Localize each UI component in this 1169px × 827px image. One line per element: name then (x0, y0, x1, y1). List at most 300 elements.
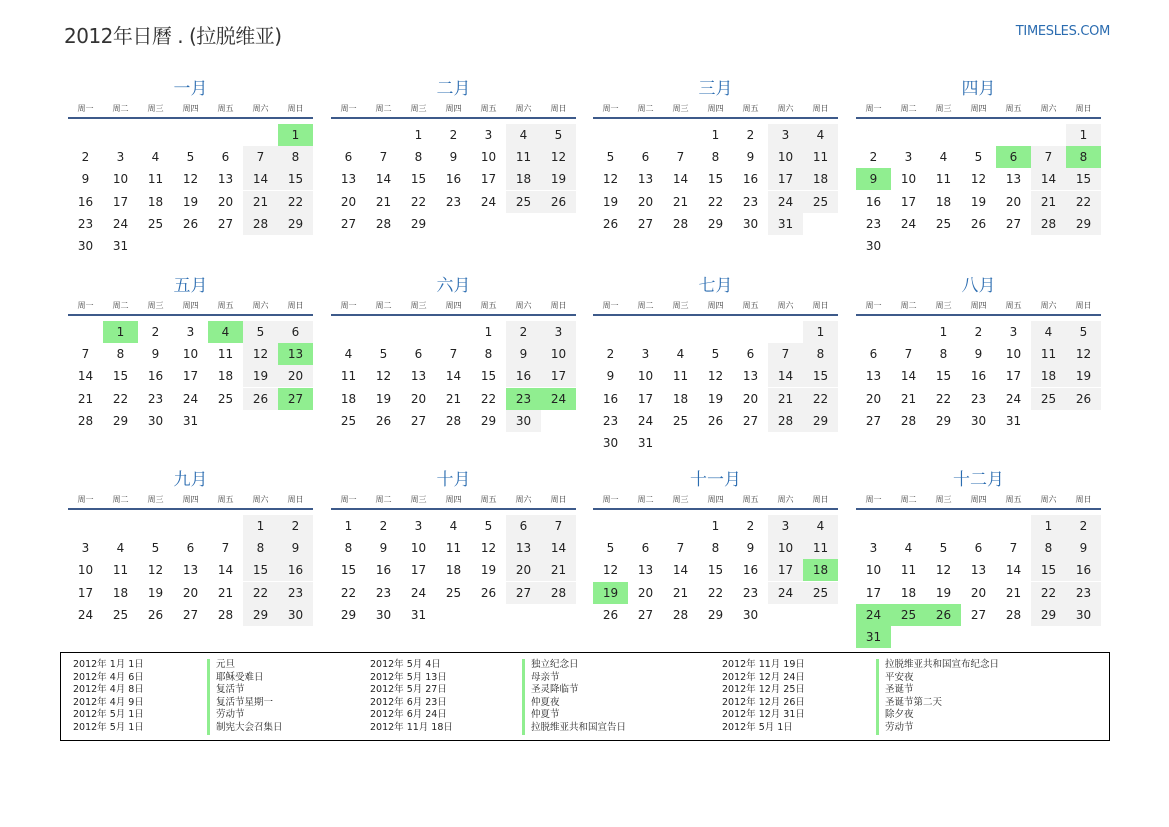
weekday-header: 周二 (112, 104, 129, 113)
day-cell: 19 (480, 563, 497, 578)
day-cell: 13 (506, 537, 541, 559)
day-cell: 23 (375, 585, 392, 600)
holiday-day-cell: 8 (1066, 146, 1101, 168)
weekday-header: 周二 (637, 104, 654, 113)
holiday-date: 2012年 5月 1日 (722, 721, 793, 733)
day-cell: 13 (410, 369, 427, 384)
day-cell: 28 (243, 213, 278, 235)
day-cell: 23 (865, 216, 882, 231)
day-cell: 29 (340, 607, 357, 622)
weekday-header: 周一 (340, 301, 357, 310)
weekday-header: 周四 (182, 301, 199, 310)
weekday-header: 周六 (1040, 301, 1057, 310)
day-cell: 27 (970, 607, 987, 622)
day-cell: 29 (707, 216, 724, 231)
day-cell: 7 (379, 150, 388, 165)
day-cell: 11 (672, 369, 689, 384)
day-cell: 5 (379, 347, 388, 362)
day-cell: 14 (217, 563, 234, 578)
day-cell: 9 (379, 541, 388, 556)
day-cell: 1 (1066, 124, 1101, 146)
day-cell: 3 (641, 347, 650, 362)
holiday-name: 除夕夜 (876, 709, 999, 722)
day-cell: 9 (974, 347, 983, 362)
day-cell: 28 (672, 607, 689, 622)
day-cell: 4 (344, 347, 353, 362)
day-cell: 5 (1066, 321, 1101, 343)
holiday-date: 2012年 5月 27日 (370, 684, 447, 696)
day-cell: 7 (449, 347, 458, 362)
day-cell: 13 (865, 369, 882, 384)
day-cell: 15 (480, 369, 497, 384)
month-divider (593, 508, 838, 510)
month-name: 七月 (698, 276, 733, 296)
day-cell: 28 (900, 413, 917, 428)
day-cell: 28 (1031, 213, 1066, 235)
day-cell: 20 (865, 391, 882, 406)
day-cell: 8 (939, 347, 948, 362)
day-cell: 23 (742, 194, 759, 209)
day-cell: 31 (1005, 413, 1022, 428)
weekday-header: 周四 (445, 104, 462, 113)
weekday-header: 周日 (812, 301, 829, 310)
day-cell: 11 (935, 172, 952, 187)
weekday-header: 周一 (865, 104, 882, 113)
day-cell: 5 (711, 347, 720, 362)
day-cell: 30 (506, 410, 541, 432)
day-cell: 17 (182, 369, 199, 384)
day-cell: 22 (935, 391, 952, 406)
day-cell: 8 (1031, 537, 1066, 559)
month-name: 四月 (961, 79, 996, 99)
day-cell: 15 (707, 172, 724, 187)
day-cell: 7 (541, 515, 576, 537)
day-cell: 11 (445, 541, 462, 556)
weekday-header: 周五 (480, 495, 497, 504)
day-cell: 6 (746, 347, 755, 362)
day-cell: 3 (81, 541, 90, 556)
day-cell: 24 (637, 413, 654, 428)
day-cell: 7 (243, 146, 278, 168)
day-cell: 13 (637, 172, 654, 187)
day-cell: 5 (606, 541, 615, 556)
day-cell: 4 (151, 150, 160, 165)
day-cell: 31 (637, 436, 654, 450)
day-cell: 14 (768, 365, 803, 387)
day-cell: 30 (1066, 604, 1101, 626)
day-cell: 11 (803, 537, 838, 559)
day-cell: 3 (484, 128, 493, 142)
day-cell: 9 (278, 537, 313, 559)
holiday-name: 复活节星期一 (207, 697, 283, 710)
day-cell: 31 (768, 213, 803, 235)
weekday-header: 周一 (77, 104, 94, 113)
day-cell: 4 (449, 519, 458, 533)
day-cell: 12 (375, 369, 392, 384)
month-name: 九月 (173, 470, 208, 490)
day-cell: 12 (147, 563, 164, 578)
day-cell: 13 (217, 172, 234, 187)
weekday-header: 周三 (147, 301, 164, 310)
day-cell: 15 (935, 369, 952, 384)
day-cell: 21 (768, 388, 803, 410)
day-cell: 19 (541, 168, 576, 190)
day-cell: 16 (742, 172, 759, 187)
weekday-header: 周一 (865, 495, 882, 504)
day-cell: 23 (445, 194, 462, 209)
holiday-name-column (876, 659, 999, 735)
day-cell: 22 (410, 194, 427, 209)
day-cell: 4 (803, 515, 838, 537)
day-cell: 26 (970, 216, 987, 231)
weekday-header: 周六 (252, 104, 269, 113)
day-cell: 17 (541, 365, 576, 387)
month-name: 八月 (961, 276, 996, 296)
day-cell: 6 (506, 515, 541, 537)
month-name: 六月 (436, 276, 471, 296)
month-divider (593, 314, 838, 316)
day-cell: 9 (449, 150, 458, 165)
day-cell: 26 (1066, 388, 1101, 410)
weekday-header: 周二 (900, 301, 917, 310)
day-cell: 30 (278, 604, 313, 626)
day-cell: 24 (410, 585, 427, 600)
holiday-name: 劳动节 (207, 709, 283, 722)
weekday-header: 周五 (1005, 301, 1022, 310)
day-cell: 7 (676, 541, 685, 556)
day-cell: 24 (112, 216, 129, 231)
day-cell: 25 (112, 607, 129, 622)
weekday-header: 周六 (1040, 495, 1057, 504)
weekday-header: 周三 (147, 104, 164, 113)
weekday-header: 周六 (777, 495, 794, 504)
day-cell: 20 (340, 194, 357, 209)
weekday-header: 周五 (1005, 495, 1022, 504)
weekday-header: 周五 (742, 495, 759, 504)
day-cell: 5 (151, 541, 160, 556)
day-cell: 19 (707, 391, 724, 406)
day-cell: 28 (1005, 607, 1022, 622)
month-divider (68, 314, 313, 316)
day-cell: 22 (340, 585, 357, 600)
day-cell: 30 (77, 239, 94, 253)
day-cell: 10 (480, 150, 497, 165)
month-divider (856, 117, 1101, 119)
day-cell: 29 (480, 413, 497, 428)
weekday-header: 周四 (445, 495, 462, 504)
month-name: 五月 (173, 276, 208, 296)
holiday-day-cell: 24 (856, 604, 891, 626)
day-cell: 31 (112, 239, 129, 253)
day-cell: 19 (182, 194, 199, 209)
day-cell: 2 (278, 515, 313, 537)
holiday-name: 仲夏节 (522, 709, 626, 722)
day-cell: 5 (243, 321, 278, 343)
weekday-header: 周四 (445, 301, 462, 310)
day-cell: 6 (186, 541, 195, 556)
weekday-header: 周一 (340, 104, 357, 113)
day-cell: 11 (147, 172, 164, 187)
day-cell: 20 (637, 194, 654, 209)
day-cell: 21 (1031, 191, 1066, 213)
day-cell: 16 (445, 172, 462, 187)
month-divider (856, 508, 1101, 510)
day-cell: 17 (410, 563, 427, 578)
day-cell: 6 (344, 150, 353, 165)
day-cell: 3 (541, 321, 576, 343)
day-cell: 16 (865, 194, 882, 209)
day-cell: 2 (506, 321, 541, 343)
day-cell: 2 (746, 519, 755, 533)
day-cell: 27 (1005, 216, 1022, 231)
day-cell: 10 (541, 343, 576, 365)
day-cell: 8 (116, 347, 125, 362)
month-divider (331, 314, 576, 316)
weekday-header: 周六 (515, 301, 532, 310)
day-cell: 14 (77, 369, 94, 384)
day-cell: 27 (506, 582, 541, 604)
day-cell: 3 (768, 515, 803, 537)
day-cell: 31 (182, 413, 199, 428)
day-cell: 20 (182, 585, 199, 600)
day-cell: 3 (768, 124, 803, 146)
holiday-name: 拉脱维亚共和国宣布纪念日 (876, 659, 999, 672)
day-cell: 30 (742, 216, 759, 231)
holiday-name: 平安夜 (876, 672, 999, 685)
day-cell: 28 (672, 216, 689, 231)
holiday-date: 2012年 11月 19日 (722, 659, 805, 670)
holiday-day-cell: 13 (278, 343, 313, 365)
day-cell: 11 (506, 146, 541, 168)
day-cell: 19 (970, 194, 987, 209)
holiday-day-cell: 9 (856, 168, 891, 190)
day-cell: 1 (243, 515, 278, 537)
weekday-header: 周五 (480, 104, 497, 113)
day-cell: 17 (900, 194, 917, 209)
day-cell: 24 (1005, 391, 1022, 406)
day-cell: 9 (606, 369, 615, 384)
weekday-header: 周四 (970, 104, 987, 113)
day-cell: 27 (637, 607, 654, 622)
month-divider (68, 508, 313, 510)
day-cell: 30 (602, 436, 619, 450)
weekday-header: 周一 (340, 495, 357, 504)
holiday-date: 2012年 12月 25日 (722, 684, 805, 696)
day-cell: 1 (414, 128, 423, 142)
day-cell: 22 (112, 391, 129, 406)
holiday-date-column (370, 659, 453, 735)
holiday-day-cell: 25 (891, 604, 926, 626)
day-cell: 2 (869, 150, 878, 165)
day-cell: 3 (414, 519, 423, 533)
day-cell: 17 (637, 391, 654, 406)
day-cell: 14 (541, 537, 576, 559)
day-cell: 21 (77, 391, 94, 406)
day-cell: 22 (803, 388, 838, 410)
weekday-header: 周五 (742, 104, 759, 113)
day-cell: 20 (410, 391, 427, 406)
site-name[interactable]: TIMESLES.COM (1015, 24, 1110, 39)
day-cell: 18 (445, 563, 462, 578)
day-cell: 24 (480, 194, 497, 209)
holiday-day-cell: 31 (856, 626, 891, 648)
day-cell: 3 (869, 541, 878, 556)
day-cell: 29 (707, 607, 724, 622)
day-cell: 11 (900, 563, 917, 578)
holiday-day-cell: 1 (103, 321, 138, 343)
holiday-name: 制宪大会召集日 (207, 722, 283, 735)
day-cell: 15 (243, 559, 278, 581)
day-cell: 10 (637, 369, 654, 384)
holiday-date: 2012年 12月 24日 (722, 671, 805, 683)
holiday-name: 圣诞节 (876, 684, 999, 697)
day-cell: 25 (1031, 388, 1066, 410)
day-cell: 27 (742, 413, 759, 428)
day-cell: 27 (182, 607, 199, 622)
weekday-header: 周六 (515, 104, 532, 113)
day-cell: 29 (935, 413, 952, 428)
day-cell: 17 (768, 559, 803, 581)
day-cell: 3 (116, 150, 125, 165)
day-cell: 18 (147, 194, 164, 209)
day-cell: 25 (217, 391, 234, 406)
day-cell: 6 (221, 150, 230, 165)
day-cell: 26 (602, 216, 619, 231)
holiday-name: 仲夏夜 (522, 697, 626, 710)
month-name: 二月 (436, 79, 471, 99)
day-cell: 17 (77, 585, 94, 600)
day-cell: 21 (541, 559, 576, 581)
weekday-header: 周二 (112, 301, 129, 310)
day-cell: 12 (182, 172, 199, 187)
weekday-header: 周六 (252, 301, 269, 310)
day-cell: 11 (217, 347, 234, 362)
day-cell: 26 (480, 585, 497, 600)
holiday-name: 元旦 (207, 659, 283, 672)
day-cell: 15 (1066, 168, 1101, 190)
day-cell: 26 (243, 388, 278, 410)
holiday-date: 2012年 4月 8日 (73, 684, 144, 696)
weekday-header: 周四 (707, 495, 724, 504)
day-cell: 16 (375, 563, 392, 578)
day-cell: 5 (484, 519, 493, 533)
holiday-day-cell: 23 (506, 388, 541, 410)
day-cell: 9 (151, 347, 160, 362)
day-cell: 5 (541, 124, 576, 146)
day-cell: 13 (742, 369, 759, 384)
weekday-header: 周五 (480, 301, 497, 310)
day-cell: 15 (278, 168, 313, 190)
weekday-header: 周日 (550, 104, 567, 113)
day-cell: 8 (278, 146, 313, 168)
day-cell: 26 (147, 607, 164, 622)
day-cell: 29 (112, 413, 129, 428)
weekday-header: 周四 (182, 495, 199, 504)
day-cell: 25 (506, 191, 541, 213)
day-cell: 15 (410, 172, 427, 187)
day-cell: 10 (182, 347, 199, 362)
day-cell: 30 (865, 239, 882, 253)
weekday-header: 周日 (550, 301, 567, 310)
day-cell: 8 (243, 537, 278, 559)
day-cell: 5 (974, 150, 983, 165)
day-cell: 9 (506, 343, 541, 365)
weekday-header: 周二 (375, 495, 392, 504)
weekday-header: 周一 (602, 104, 619, 113)
weekday-header: 周五 (742, 301, 759, 310)
day-cell: 10 (768, 537, 803, 559)
day-cell: 16 (278, 559, 313, 581)
day-cell: 15 (803, 365, 838, 387)
weekday-header: 周三 (672, 104, 689, 113)
day-cell: 16 (602, 391, 619, 406)
day-cell: 18 (900, 585, 917, 600)
day-cell: 9 (1066, 537, 1101, 559)
day-cell: 18 (112, 585, 129, 600)
weekday-header: 周三 (410, 301, 427, 310)
holiday-date: 2012年 12月 26日 (722, 696, 805, 708)
day-cell: 28 (375, 216, 392, 231)
day-cell: 14 (375, 172, 392, 187)
day-cell: 30 (147, 413, 164, 428)
day-cell: 6 (278, 321, 313, 343)
weekday-header: 周三 (410, 495, 427, 504)
day-cell: 22 (1066, 191, 1101, 213)
weekday-header: 周四 (707, 301, 724, 310)
holiday-name: 圣诞节第二天 (876, 697, 999, 710)
month-name: 十二月 (953, 470, 1004, 490)
day-cell: 7 (676, 150, 685, 165)
day-cell: 24 (768, 191, 803, 213)
weekday-header: 周日 (1075, 301, 1092, 310)
day-cell: 16 (742, 563, 759, 578)
day-cell: 10 (410, 541, 427, 556)
day-cell: 29 (278, 213, 313, 235)
holiday-name: 独立纪念日 (522, 659, 626, 672)
weekday-header: 周六 (777, 104, 794, 113)
day-cell: 5 (186, 150, 195, 165)
day-cell: 28 (217, 607, 234, 622)
day-cell: 16 (1066, 559, 1101, 581)
day-cell: 24 (182, 391, 199, 406)
day-cell: 23 (970, 391, 987, 406)
day-cell: 4 (506, 124, 541, 146)
day-cell: 20 (637, 585, 654, 600)
weekday-header: 周二 (375, 104, 392, 113)
weekday-header: 周三 (935, 495, 952, 504)
month-name: 十一月 (690, 470, 741, 490)
day-cell: 15 (112, 369, 129, 384)
day-cell: 10 (112, 172, 129, 187)
weekday-header: 周五 (217, 104, 234, 113)
day-cell: 1 (711, 519, 720, 533)
day-cell: 2 (1066, 515, 1101, 537)
day-cell: 7 (1031, 146, 1066, 168)
day-cell: 19 (1066, 365, 1101, 387)
day-cell: 13 (637, 563, 654, 578)
holiday-date: 2012年 1月 1日 (73, 659, 144, 670)
weekday-header: 周二 (375, 301, 392, 310)
weekday-header: 周日 (287, 495, 304, 504)
weekday-header: 周三 (410, 104, 427, 113)
day-cell: 11 (112, 563, 129, 578)
day-cell: 14 (900, 369, 917, 384)
day-cell: 12 (1066, 343, 1101, 365)
day-cell: 22 (707, 585, 724, 600)
day-cell: 6 (641, 150, 650, 165)
weekday-header: 周二 (900, 104, 917, 113)
day-cell: 2 (81, 150, 90, 165)
